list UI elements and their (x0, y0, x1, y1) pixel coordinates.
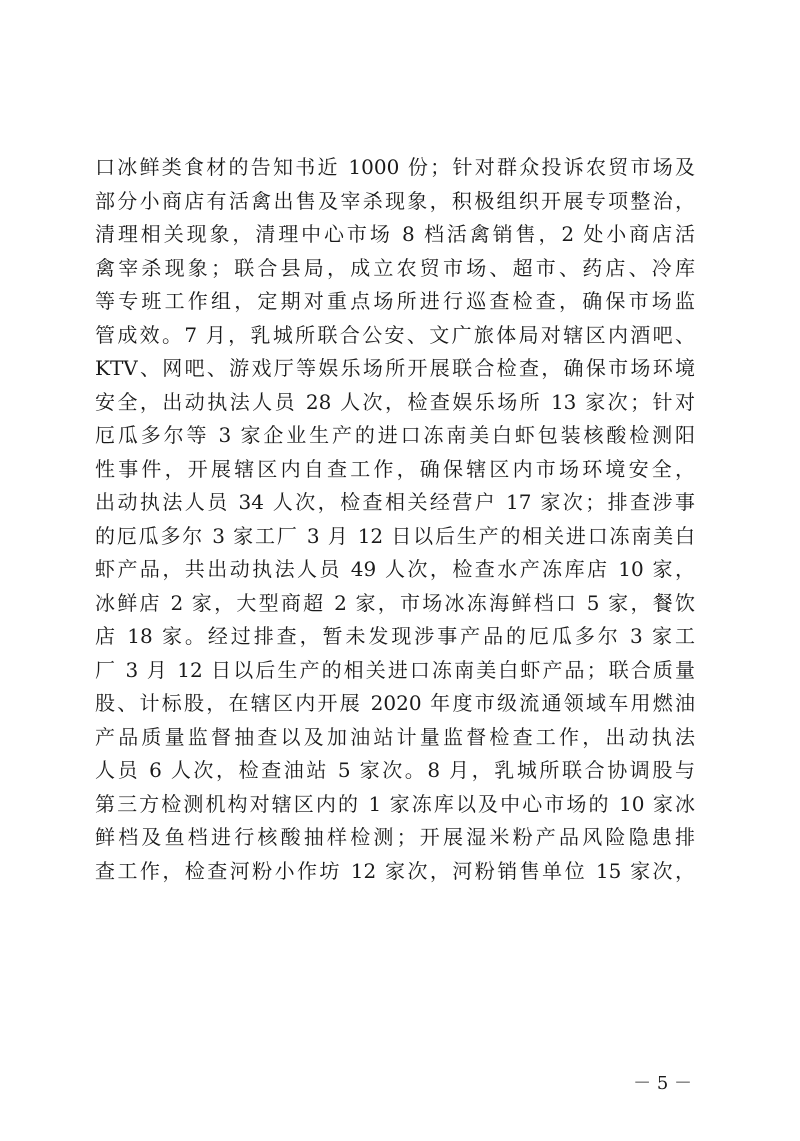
text-line: 产品质量监督抽查以及加油站计量监督检查工作，出动执法 (95, 724, 695, 749)
text-line: 出动执法人员 34 人次，检查相关经营户 17 家次；排查涉事 (95, 490, 695, 514)
text-line: 性事件，开展辖区内自查工作，确保辖区内市场环境安全， (95, 456, 695, 481)
text-line: 部分小商店有活禽出售及宰杀现象，积极组织开展专项整治， (95, 188, 695, 213)
text-line: KTV、网吧、游戏厅等娱乐场所开展联合检查，确保市场环境 (95, 356, 695, 380)
text-line: 鲜档及鱼档进行核酸抽样检测；开展湿米粉产品风险隐患排 (95, 825, 695, 849)
text-line: 冰鲜店 2 家，大型商超 2 家，市场冰冻海鲜档口 5 家，餐饮 (95, 590, 695, 615)
text-line: 安全，出动执法人员 28 人次，检查娱乐场所 13 家次；针对 (95, 389, 695, 414)
text-line: 查工作，检查河粉小作坊 12 家次，河粉销售单位 15 家次， (95, 858, 695, 883)
text-line: 股、计标股，在辖区内开展 2020 年度市级流通领域车用燃油 (95, 691, 695, 715)
page-number: － 5 － (633, 1073, 692, 1094)
text-line: 第三方检测机构对辖区内的 1 家冻库以及中心市场的 10 家冰 (95, 791, 695, 816)
text-line: 虾产品，共出动执法人员 49 人次，检查水产冻库店 10 家， (95, 557, 695, 581)
text-line: 店 18 家。经过排查，暂未发现涉事产品的厄瓜多尔 3 家工 (95, 624, 695, 648)
text-line: 清理相关现象，清理中心市场 8 档活禽销售，2 处小商店活 (95, 222, 695, 246)
text-line: 人员 6 人次，检查油站 5 家次。8 月，乳城所联合协调股与 (95, 758, 695, 782)
text-line: 禽宰杀现象；联合县局，成立农贸市场、超市、药店、冷库 (95, 255, 695, 280)
text-line: 管成效。7 月，乳城所联合公安、文广旅体局对辖区内酒吧、 (95, 322, 695, 347)
text-line: 等专班工作组，定期对重点场所进行巡查检查，确保市场监 (95, 289, 695, 313)
text-line: 口冰鲜类食材的告知书近 1000 份；针对群众投诉农贸市场及 (95, 155, 695, 179)
text-line: 厂 3 月 12 日以后生产的相关进口冻南美白虾产品；联合质量 (95, 657, 695, 682)
body-text (95, 151, 695, 888)
text-line: 的厄瓜多尔 3 家工厂 3 月 12 日以后生产的相关进口冻南美白 (95, 523, 695, 548)
text-line: 厄瓜多尔等 3 家企业生产的进口冻南美白虾包装核酸检测阳 (95, 423, 695, 447)
